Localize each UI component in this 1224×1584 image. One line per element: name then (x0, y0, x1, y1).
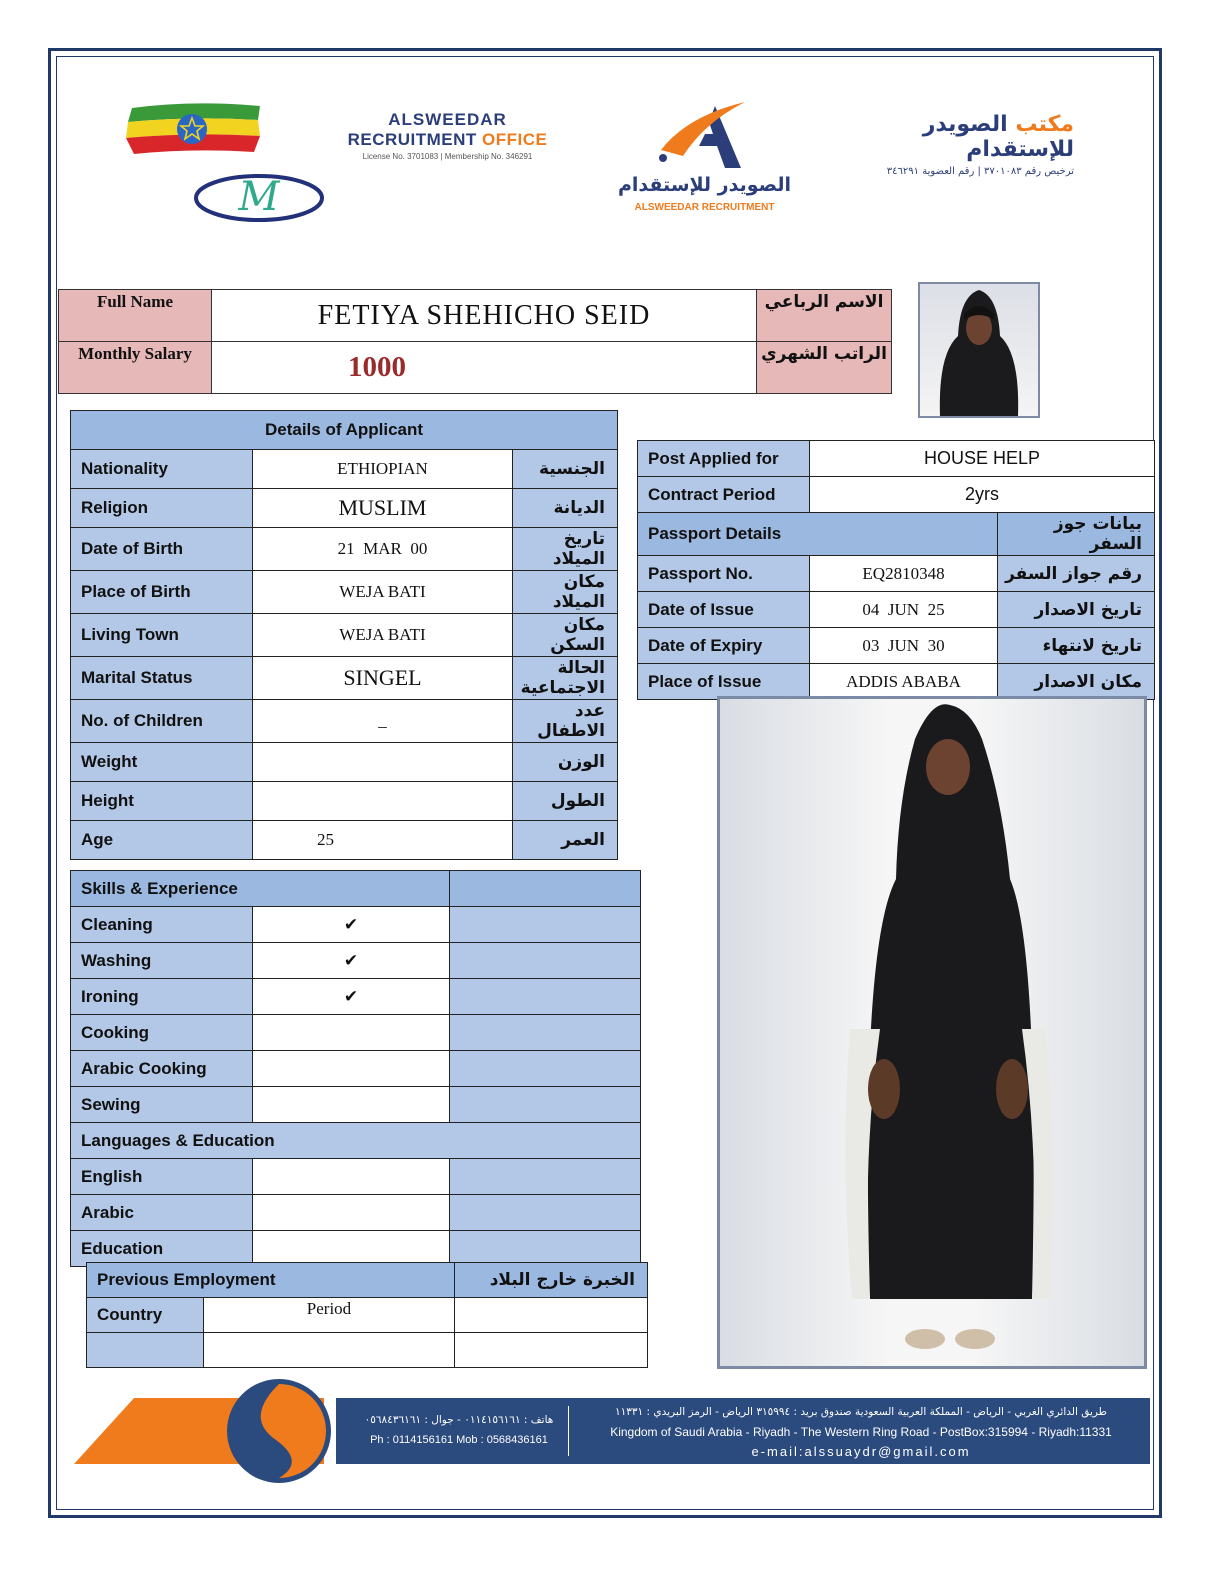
salary-value: 1000 (212, 342, 757, 394)
skill-check (253, 1015, 450, 1051)
skill-row (71, 943, 641, 979)
detail-row (71, 821, 618, 860)
full-name-label: Full Name (59, 290, 212, 342)
previous-country-cell (87, 1333, 204, 1368)
m-logo-icon (193, 170, 325, 225)
skill-check (253, 1087, 450, 1123)
detail-arabic-label: تاريخ الميلاد (513, 528, 618, 571)
detail-value: ETHIOPIAN (253, 450, 513, 489)
detail-row (71, 743, 618, 782)
detail-arabic-label: الوزن (513, 743, 618, 782)
identity-table (58, 289, 892, 394)
passport-label: Date of Issue (638, 592, 810, 628)
skills-title-empty (450, 871, 641, 907)
skill-label: Cleaning (71, 907, 253, 943)
skill-extra (450, 1087, 641, 1123)
passport-label: Place of Issue (638, 664, 810, 700)
footer-circle-logo-icon (226, 1378, 332, 1484)
language-label: Arabic (71, 1195, 253, 1231)
skill-label: Sewing (71, 1087, 253, 1123)
detail-value: SINGEL (253, 657, 513, 700)
detail-arabic-label: العمر (513, 821, 618, 860)
previous-employment-table (86, 1262, 648, 1368)
footer-address (576, 1402, 1146, 1462)
passport-arabic-label: مكان الاصدار (998, 664, 1155, 700)
passport-arabic-label: تاريخ لانتهاء (998, 628, 1155, 664)
language-extra (450, 1195, 641, 1231)
skill-label: Ironing (71, 979, 253, 1015)
passport-arabic-label: تاريخ الاصدار (998, 592, 1155, 628)
detail-value: WEJA BATI (253, 571, 513, 614)
detail-arabic-label: مكان السكن (513, 614, 618, 657)
office-english-logo (335, 110, 560, 161)
detail-value: MUSLIM (253, 489, 513, 528)
full-body-photo (717, 696, 1147, 1369)
passport-label: Passport No. (638, 556, 810, 592)
footer-email: e-mail:alssuaydr@gmail.com (751, 1444, 971, 1459)
detail-label: Religion (71, 489, 253, 528)
passport-value: 04 JUN 25 (810, 592, 998, 628)
previous-employment-row (87, 1333, 648, 1368)
skill-label: Cooking (71, 1015, 253, 1051)
language-row (71, 1159, 641, 1195)
passport-arabic-label: رقم جواز السفر (998, 556, 1155, 592)
detail-label: Date of Birth (71, 528, 253, 571)
detail-value (253, 782, 513, 821)
office-arabic-logo (826, 112, 1074, 177)
detail-value: _ (253, 700, 513, 743)
skill-check: ✔ (253, 943, 450, 979)
detail-row (71, 700, 618, 743)
detail-arabic-label: عدد الاطفال (513, 700, 618, 743)
svg-text:M: M (238, 174, 280, 220)
previous-extra-cell (455, 1333, 648, 1368)
detail-row (71, 614, 618, 657)
footer-address-arabic: طريق الدائري الغربي - الرياض - المملكة العربية السعودية صندوق بريد : ٣١٥٩٩٤ الرياض - الرمز البريدي : ١١٣٣١ (614, 1406, 1108, 1418)
ethiopian-flag-icon (124, 100, 264, 158)
detail-label: Marital Status (71, 657, 253, 700)
detail-arabic-label: الطول (513, 782, 618, 821)
skill-check: ✔ (253, 907, 450, 943)
detail-row (71, 450, 618, 489)
detail-arabic-label: الحالة الاجتماعية (513, 657, 618, 700)
previous-empty-cell (455, 1298, 648, 1333)
center-logo-english: ALSWEEDAR RECRUITMENT (634, 202, 775, 213)
skill-extra (450, 1051, 641, 1087)
passport-row (638, 628, 1155, 664)
previous-employment-title-arabic: الخبرة خارج البلاد (455, 1263, 648, 1298)
passport-value: EQ2810348 (810, 556, 998, 592)
detail-label: Place of Birth (71, 571, 253, 614)
language-value (253, 1195, 450, 1231)
detail-label: Age (71, 821, 253, 860)
center-logo-arabic: الصويدر للإستقدام (617, 174, 792, 196)
detail-row (71, 657, 618, 700)
post-passport-table (637, 440, 1155, 700)
skill-label: Washing (71, 943, 253, 979)
passport-row (638, 664, 1155, 700)
language-label: Education (71, 1231, 253, 1267)
detail-arabic-label: الجنسية (513, 450, 618, 489)
detail-value: 25 (253, 821, 513, 860)
detail-label: Weight (71, 743, 253, 782)
detail-arabic-label: مكان الميلاد (513, 571, 618, 614)
passport-row (638, 556, 1155, 592)
passport-title-arabic: بيانات جوز السفر (998, 513, 1155, 556)
alsweedar-a-logo (617, 100, 792, 220)
office-name-line1: ALSWEEDAR (388, 110, 507, 129)
passport-row (638, 592, 1155, 628)
detail-label: Nationality (71, 450, 253, 489)
skill-extra (450, 907, 641, 943)
detail-arabic-label: الديانة (513, 489, 618, 528)
license-text: License No. 3701083 | Membership No. 346291 (362, 152, 533, 161)
contract-label: Contract Period (638, 477, 810, 513)
footer-phone (359, 1410, 559, 1450)
skill-extra (450, 943, 641, 979)
detail-label: No. of Children (71, 700, 253, 743)
skills-table (70, 870, 641, 1267)
office-arabic-license: ترخيص رقم ٣٧٠١٠٨٣ | رقم العضوية ٣٤٦٢٩١ (886, 166, 1074, 177)
language-value (253, 1159, 450, 1195)
full-name-arabic-label: الاسم الرباعي (757, 290, 892, 342)
language-label: English (71, 1159, 253, 1195)
previous-period-cell (204, 1333, 455, 1368)
detail-value: WEJA BATI (253, 614, 513, 657)
footer-banner (74, 1378, 1150, 1484)
office-name-line2: RECRUITMENT OFFICE (347, 130, 548, 149)
detail-row (71, 782, 618, 821)
skills-title: Skills & Experience (71, 871, 450, 907)
skill-row (71, 1087, 641, 1123)
footer-separator (568, 1406, 569, 1456)
skill-row (71, 979, 641, 1015)
detail-row (71, 528, 618, 571)
skill-check: ✔ (253, 979, 450, 1015)
salary-arabic-label: الراتب الشهري (757, 342, 892, 394)
footer-address-english: Kingdom of Saudi Arabia - Riyadh - The Western Ring Road - PostBox:315994 - Riyadh:11331 (610, 1425, 1112, 1439)
office-arabic-name: مكتب الصويدر للإستقدام (922, 112, 1074, 162)
detail-row (71, 489, 618, 528)
detail-row (71, 571, 618, 614)
language-extra (450, 1159, 641, 1195)
contract-value: 2yrs (810, 477, 1155, 513)
period-label: Period (204, 1298, 455, 1333)
skill-row (71, 907, 641, 943)
salary-label: Monthly Salary (59, 342, 212, 394)
languages-title: Languages & Education (71, 1123, 641, 1159)
footer-phone-arabic: هاتف : ٠١١٤١٥٦١٦١ - جوال : ٠٥٦٨٤٣٦١٦١ (364, 1414, 554, 1426)
detail-label: Living Town (71, 614, 253, 657)
detail-label: Height (71, 782, 253, 821)
country-label: Country (87, 1298, 204, 1333)
skill-check (253, 1051, 450, 1087)
previous-employment-title: Previous Employment (87, 1263, 455, 1298)
post-label: Post Applied for (638, 441, 810, 477)
passport-title: Passport Details (638, 513, 998, 556)
skill-label: Arabic Cooking (71, 1051, 253, 1087)
skill-row (71, 1015, 641, 1051)
details-title: Details of Applicant (71, 411, 618, 450)
detail-value: 21 MAR 00 (253, 528, 513, 571)
applicant-details-table (70, 410, 618, 860)
skill-extra (450, 979, 641, 1015)
skill-row (71, 1051, 641, 1087)
passport-value: 03 JUN 30 (810, 628, 998, 664)
full-name-value: FETIYA SHEHICHO SEID (212, 290, 757, 342)
passport-label: Date of Expiry (638, 628, 810, 664)
footer-phone-english: Ph : 0114156161 Mob : 0568436161 (370, 1434, 548, 1446)
post-value: HOUSE HELP (810, 441, 1155, 477)
skill-extra (450, 1015, 641, 1051)
detail-value (253, 743, 513, 782)
portrait-photo (918, 282, 1040, 418)
a-emblem-icon (617, 100, 792, 174)
language-row (71, 1195, 641, 1231)
passport-value: ADDIS ABABA (810, 664, 998, 700)
